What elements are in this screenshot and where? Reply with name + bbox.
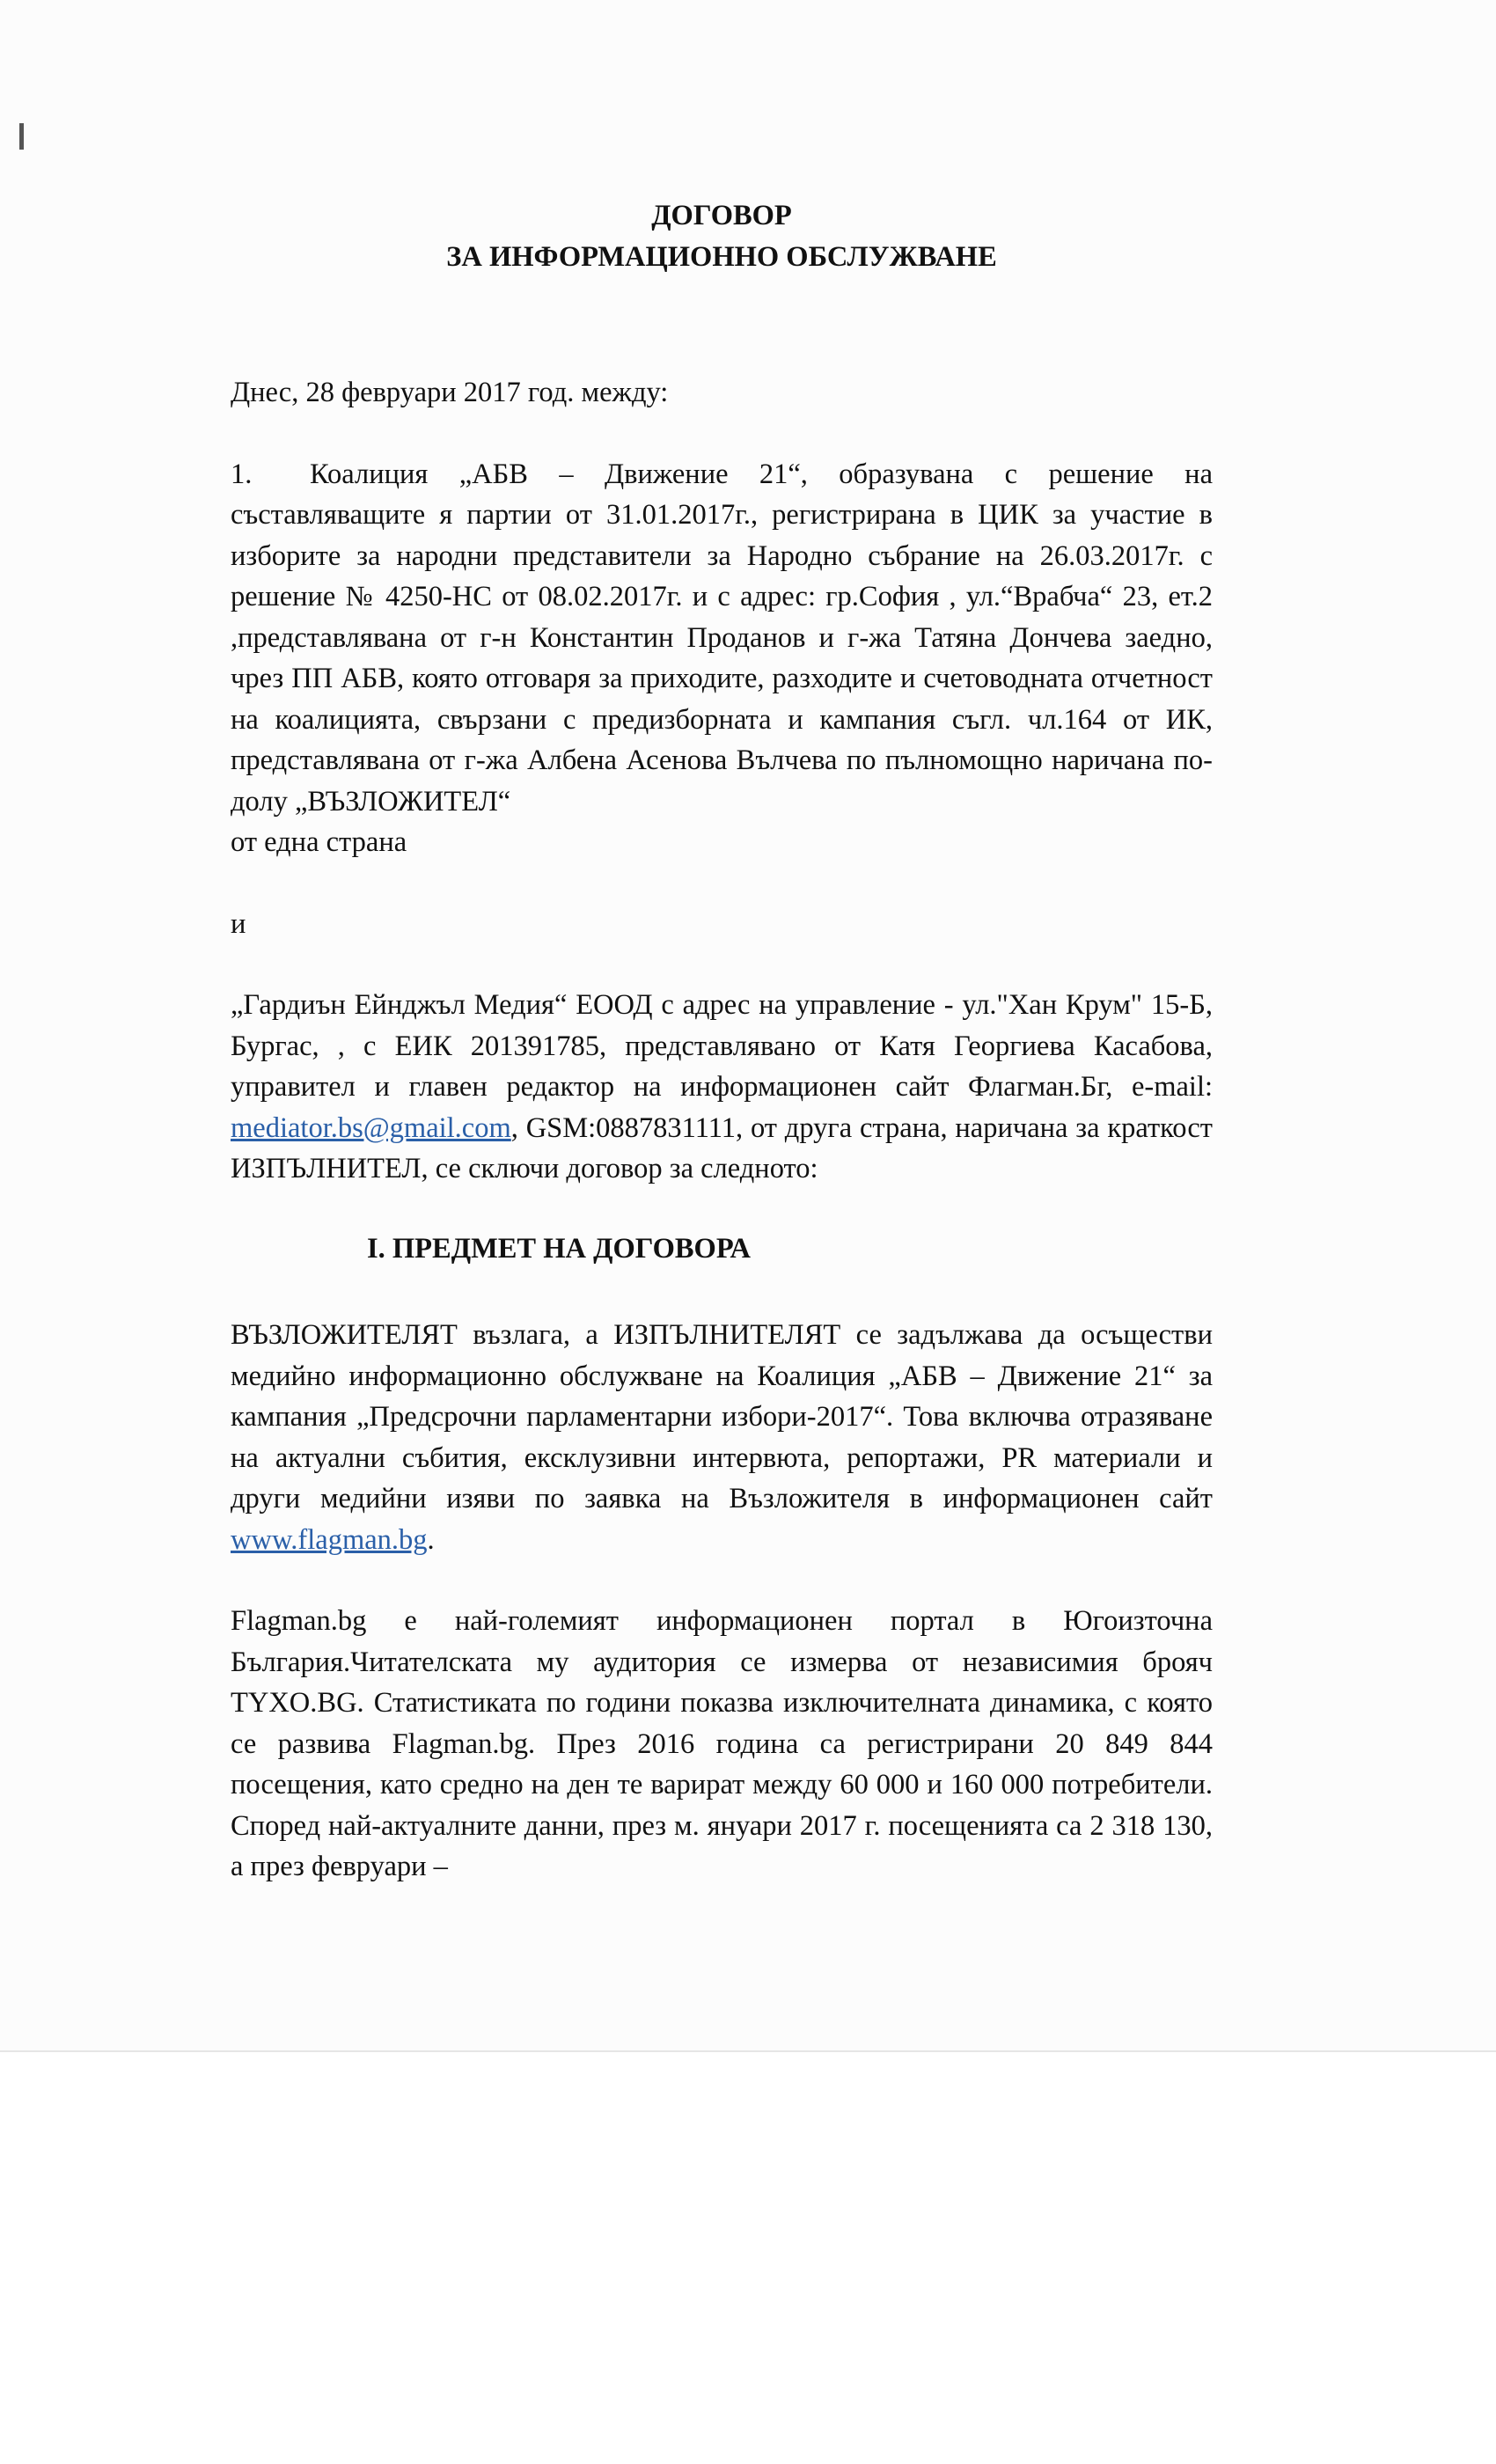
- conjunction: и: [231, 907, 246, 940]
- scan-edge-mark: [19, 123, 24, 150]
- party2-text-start: „Гардиън Ейнджъл Медия“ ЕООД с адрес на управление - ул."Хан Крум" 15-Б, Бургас, , с ЕИК 201391785, представлявано от Катя Георгиева Касабова, управител и главен редактор на информационен сайт Флагман.Бг, e-mail:: [231, 989, 1213, 1103]
- contract-body: [231, 195, 1213, 1888]
- email-link[interactable]: mediator.bs@gmail.com: [231, 1111, 511, 1144]
- intro-line: Днес, 28 февруари 2017 год. между:: [231, 377, 669, 408]
- section-1-text-start: ВЪЗЛОЖИТЕЛЯТ възлага, а ИЗПЪЛНИТЕЛЯТ се задължава да осъществи медийно информационно обслужване на Коалиция „АБВ – Движение 21“ за кампания „Предсрочни парламентарни избори-2017“. Това включва отразяване на актуални събития, ексклузивни интервюта, репортажи, PR материали и други медийни изяви по заявка на Възложителя в информационен сайт: [231, 1319, 1213, 1514]
- party1-number: 1.: [231, 458, 253, 490]
- party1-side: от една страна: [231, 826, 407, 858]
- title-line-1: ДОГОВОР: [651, 200, 792, 231]
- party1-paragraph: [231, 454, 1213, 823]
- party1-text: Коалиция „АБВ – Движение 21“, образувана с решение на съставляващите я партии от 31.01.2017г., регистрирана в ЦИК за участие в изборите за народни представители за Народно събрание на 26.03.2017г. с решение № 4250-НС от 08.02.2017г. и с адрес: гр.София , ул.“Врабча“ 23, ет.2 ,представлявана от г-н Константин Проданов и г-жа Татяна Дончева заедно, чрез ПП АБВ, която отговаря за приходите, разходите и счетоводната отчетност на коалицията, свързани с предизборната и кампания съгл. чл.164 от ИК, представлявана от г-жа Албена Асенова Вълчева по пълномощно наричана по-долу „ВЪЗЛОЖИТЕЛ“: [231, 458, 1213, 818]
- section-1-paragraph-2: Flagman.bg е най-големият информационен портал в Югоизточна България.Читателската му аудитория се измерва от независимия брояч TYXO.BG. Статистиката по години показва изключителната динамика, с която се развива Flagman.bg. През 2016 година са регистрирани 20 849 844 посещения, като средно на ден те варират между 60 000 и 160 000 потребители. Според най-актуалните данни, през м. януари 2017 г. посещенията са 2 318 130, а през февруари –: [231, 1605, 1213, 1882]
- title-line-2: ЗА ИНФОРМАЦИОННО ОБСЛУЖВАНЕ: [446, 240, 997, 273]
- section-1-text-end: .: [427, 1523, 435, 1556]
- section-1-paragraph-1: [231, 1315, 1213, 1560]
- section-1-heading: I. ПРЕДМЕТ НА ДОГОВОРА: [367, 1232, 752, 1265]
- party2-paragraph: [231, 985, 1213, 1190]
- party2-text-end: , GSM:0887831111, от друга страна, наричана за краткост ИЗПЪЛНИТЕЛ, се сключи договор за следното:: [231, 1111, 1213, 1184]
- website-link[interactable]: www.flagman.bg: [231, 1523, 428, 1556]
